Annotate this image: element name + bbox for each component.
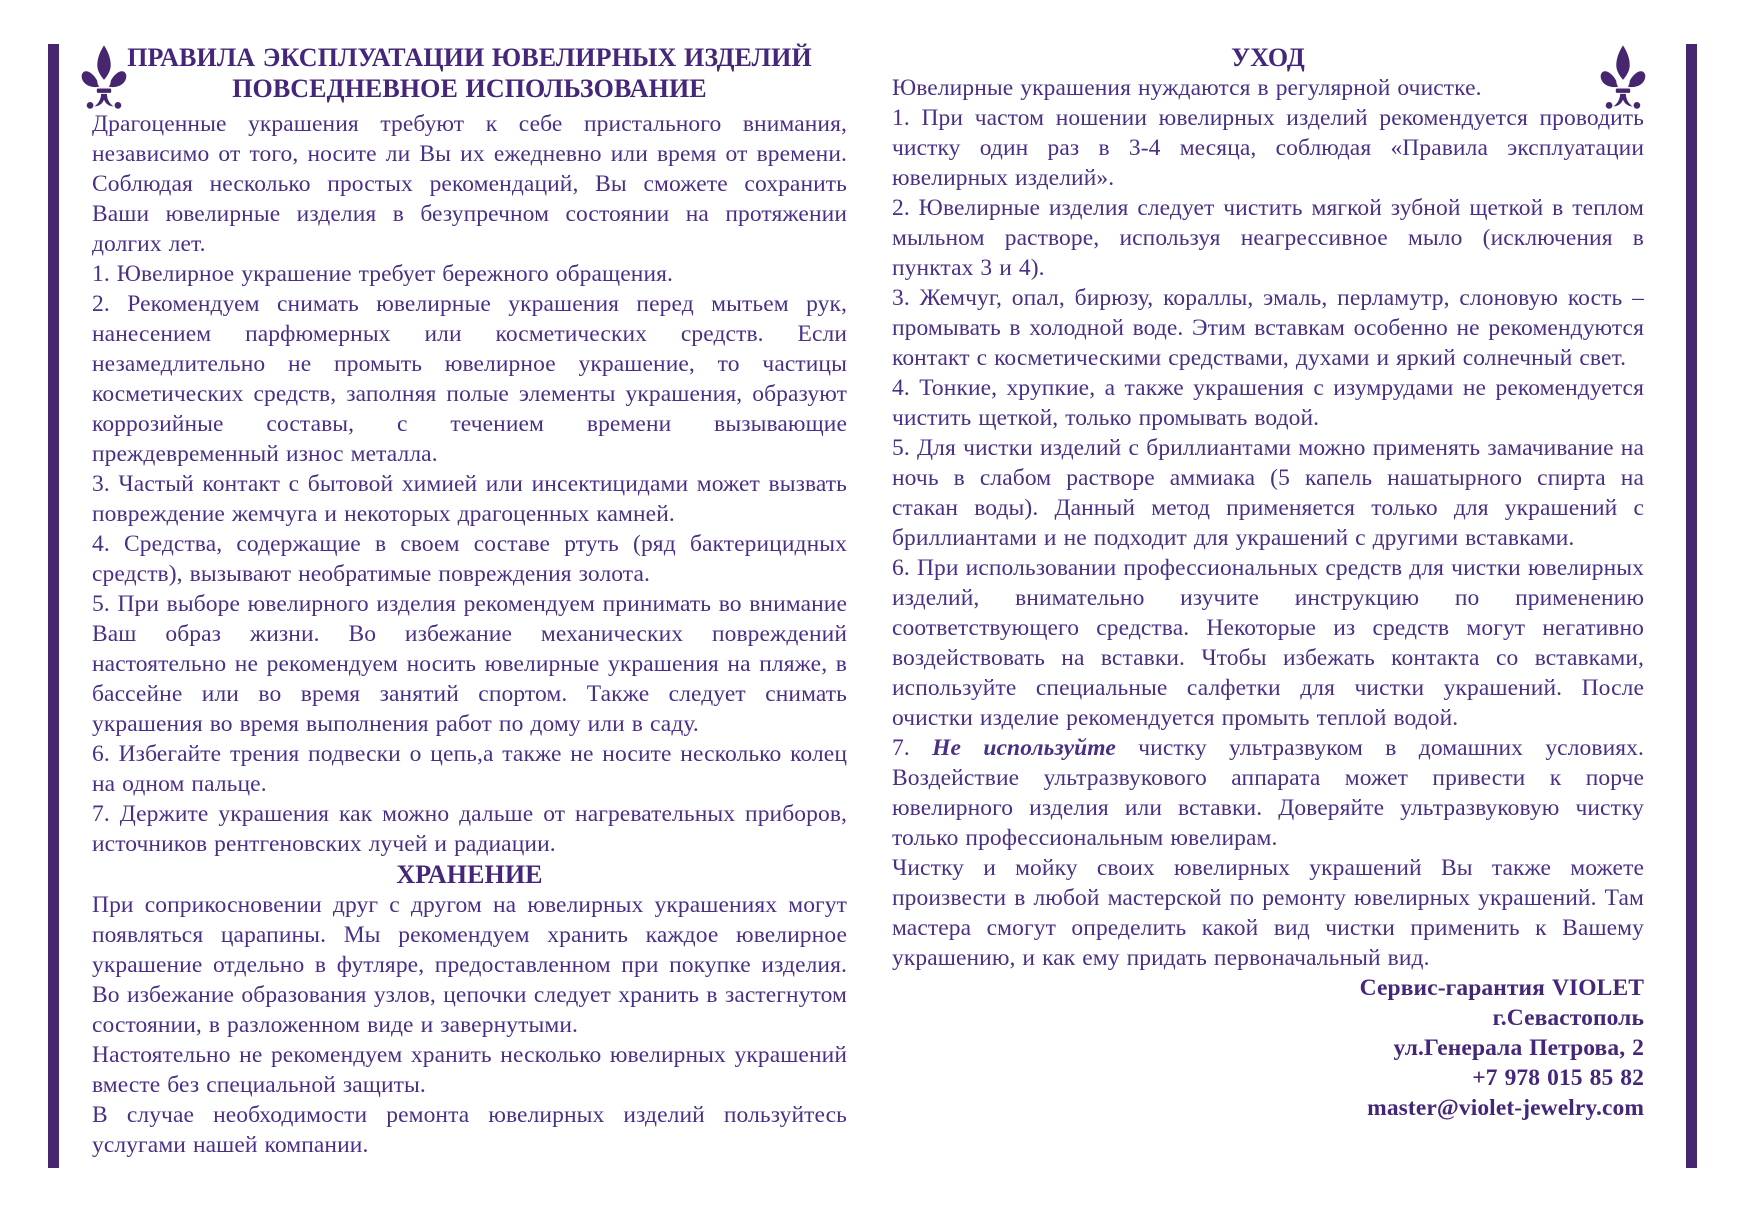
storage-paragraph-1: При соприкосновении друг с другом на ювелирных украшениях могут появляться царапины. Мы рекомендуем хранить каждое ювелирное украшение отдельно в футляре, предоставленном при покупке изделия. Во избежание образования узлов, цепочки следует хранить в застегнутом состоянии, в разложенном виде и завернутыми. (92, 892, 847, 1038)
left-border-bar (48, 44, 59, 1168)
storage-paragraph-3: В случае необходимости ремонта ювелирных изделий пользуйтесь услугами нашей компании. (92, 1102, 847, 1158)
care-item-6: 6. При использовании профессиональных средств для чистки ювелирных изделий, внимательно изучите инструкцию по применению соответствующего средства. Некоторые из средств могут негативно воздействовать на вставки. Чтобы избежать контакта со вставками, используйте специальные салфетки для чистки украшений. После очистки изделие рекомендуется промыть теплой водой. (892, 555, 1644, 731)
page-title (92, 42, 847, 104)
care-item-7 (892, 733, 1644, 853)
care-item-4: 4. Тонкие, хрупкие, а также украшения с изумрудами не рекомендуется чистить щеткой, только промывать водой. (892, 375, 1644, 431)
care-item-2: 2. Ювелирные изделия следует чистить мягкой зубной щеткой в теплом мыльном растворе, используя неагрессивное мыло (исключения в пунктах 3 и 4). (892, 195, 1644, 281)
care-item-5: 5. Для чистки изделий с бриллиантами можно применять замачивание на ночь в слабом растворе аммиака (5 капель нашатырного спирта на стакан воды). Данный метод применяется только для украшений с бриллиантами и не подходит для украшений с другими вставками. (892, 435, 1644, 551)
care-intro: Ювелирные украшения нуждаются в регулярной очистке. (892, 75, 1482, 101)
usage-item-5: 5. При выборе ювелирного изделия рекомендуем принимать во внимание Ваш образ жизни. Во избежание механических повреждений настоятельно не рекомендуем носить ювелирные украшения на пляже, в бассейне или во время занятий спортом. Также следует снимать украшения во время выполнения работ по дому или в саду. (92, 591, 847, 737)
usage-item-2: 2. Рекомендуем снимать ювелирные украшения перед мытьем рук, нанесением парфюмерных или косметических средств. Если незамедлительно не промыть ювелирное украшение, то частицы косметических средств, заполняя полые элементы украшения, образуют коррозийные составы, с течением времени вызывающие преждевременный износ металла. (92, 291, 847, 467)
contact-email: master@violet-jewelry.com (1367, 1095, 1644, 1121)
care-column (892, 42, 1644, 1123)
usage-intro: Драгоценные украшения требуют к себе пристального внимания, независимо от того, носите ли Вы их ежедневно или время от времени. Соблюдая несколько простых рекомендаций, Вы сможете сохранить Ваши ювелирные изделия в безупречном состоянии на протяжении долгих лет. (92, 111, 847, 257)
usage-item-3: 3. Частый контакт с бытовой химией или инсектицидами может вызвать повреждение жемчуга и некоторых драгоценных камней. (92, 471, 847, 527)
care-closing-paragraph: Чистку и мойку своих ювелирных украшений Вы также можете произвести в любой мастерской по ремонту ювелирных украшений. Там мастера смогут определить какой вид чистки применить к Вашему украшению, и как ему придать первоначальный вид. (892, 855, 1644, 971)
contact-phone: +7 978 015 85 82 (1472, 1065, 1644, 1091)
contact-block (892, 973, 1644, 1123)
storage-heading: ХРАНЕНИЕ (396, 860, 543, 889)
care-item-7-number: 7. (892, 735, 933, 761)
service-warranty-brand: Сервис-гарантия VIOLET (1359, 975, 1644, 1001)
storage-paragraph-2: Настоятельно не рекомендуем хранить несколько ювелирных украшений вместе без специальной защиты. (92, 1042, 847, 1098)
right-border-bar (1686, 44, 1697, 1168)
care-item-7-rest: чистку ультразвуком в домашних условиях. Воздействие ультразвукового аппарата может привести к порче ювелирного изделия или вставки. Доверяйте ультразвуковую чистку только профессиональным ювелирам. (892, 735, 1644, 851)
usage-rules-column (92, 42, 847, 1160)
care-item-3: 3. Жемчуг, опал, бирюзу, кораллы, эмаль, перламутр, слоновую кость – промывать в холодной воде. Этим вставкам особенно не рекомендуются контакт с косметическими средствами, духами и яркий солнечный свет. (892, 285, 1644, 371)
title-line-1: ПРАВИЛА ЭКСПЛУАТАЦИИ ЮВЕЛИРНЫХ ИЗДЕЛИЙ (127, 43, 812, 72)
usage-item-7: 7. Держите украшения как можно дальше от нагревательных приборов, источников рентгеновских лучей и радиации. (92, 801, 847, 857)
care-item-1: 1. При частом ношении ювелирных изделий рекомендуется проводить чистку один раз в 3-4 месяца, соблюдая «Правила эксплуатации ювелирных изделий». (892, 105, 1644, 191)
usage-item-4: 4. Средства, содержащие в своем составе ртуть (ряд бактерицидных средств), вызывают необратимые повреждения золота. (92, 531, 847, 587)
care-heading: УХОД (1231, 43, 1305, 72)
usage-item-6: 6. Избегайте трения подвески о цепь,а также не носите несколько колец на одном пальце. (92, 741, 847, 797)
contact-city: г.Севастополь (1492, 1005, 1644, 1031)
title-line-2: ПОВСЕДНЕВНОЕ ИСПОЛЬЗОВАНИЕ (232, 74, 707, 103)
usage-item-1: 1. Ювелирное украшение требует бережного обращения. (92, 261, 674, 287)
contact-street: ул.Генерала Петрова, 2 (1393, 1035, 1644, 1061)
care-item-7-emphasis: Не используйте (932, 735, 1116, 761)
